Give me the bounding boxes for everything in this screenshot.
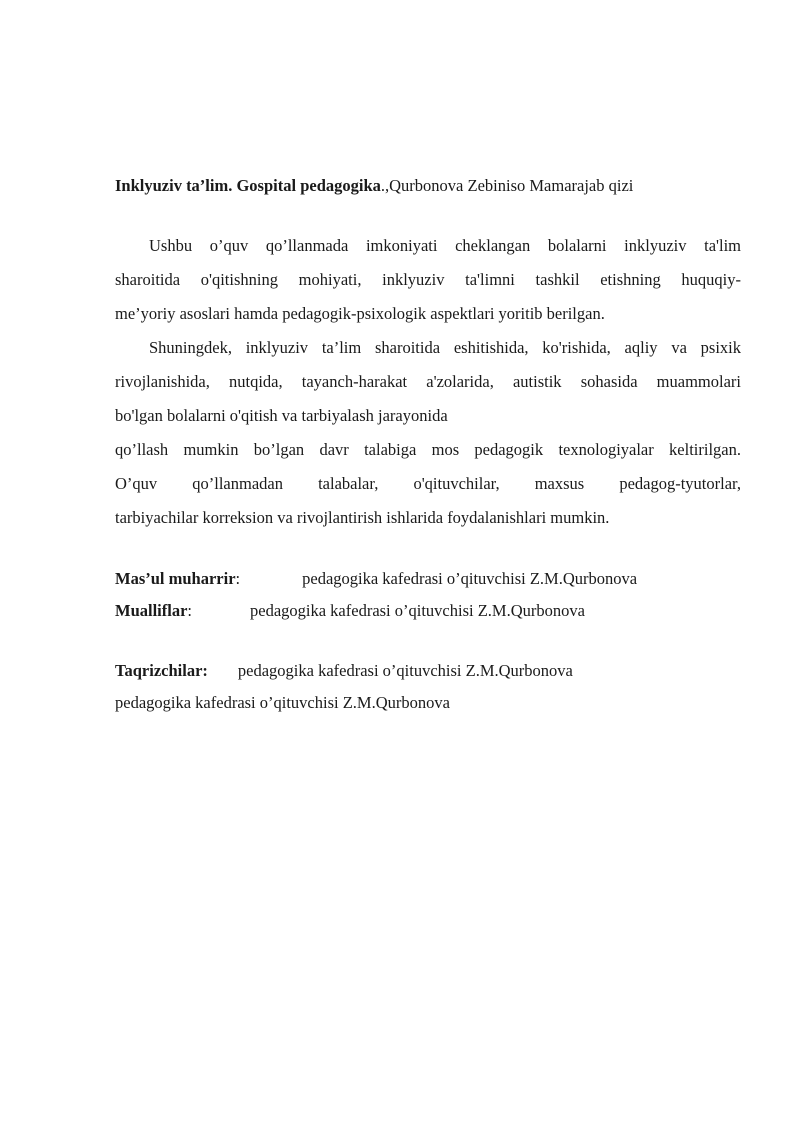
editor-label: Mas’ul muharrir — [115, 569, 236, 588]
paragraph-audience — [115, 433, 741, 535]
paragraph-description — [115, 229, 741, 331]
credit-reviewers — [115, 655, 741, 687]
paragraph-line: Shuningdek, inklyuziv ta’lim sharoitida eshitishida, ko'rishida, aqliy va psixik — [149, 338, 741, 357]
paragraph-line: Ushbu o’quv qo’llanmada imkoniyati cheklangan bolalarni inklyuziv ta'lim — [149, 236, 741, 255]
authors-label: Mualliflar — [115, 601, 188, 620]
reviewers-label: Taqrizchilar: — [115, 661, 208, 680]
reviewers-value: pedagogika kafedrasi o’qituvchisi Z.M.Qurbonova — [115, 693, 450, 712]
paragraph-line: qo’llash mumkin bo’lgan davr talabiga mos pedagogik texnologiyalar keltirilgan. — [115, 440, 741, 459]
paragraph-line: O’quv qo’llanmadan talabalar, o'qituvchilar, maxsus pedagog-tyutorlar, — [115, 474, 741, 493]
spacer — [115, 535, 741, 563]
document-title — [115, 172, 741, 200]
credit-editor — [115, 563, 741, 595]
reviewers-value: pedagogika kafedrasi o’qituvchisi Z.M.Qurbonova — [237, 661, 573, 680]
paragraph-line: sharoitida o'qitishning mohiyati, inklyuziv ta'limni tashkil etishning huquqiy- — [115, 270, 741, 289]
spacer — [115, 200, 741, 229]
spacer — [115, 627, 741, 655]
title-authors: .,Qurbonova Zebiniso Mamarajab qizi — [380, 176, 634, 195]
paragraph-line: rivojlanishida, nutqida, tayanch-harakat a'zolarida, autistik sohasida muammolari — [115, 372, 741, 391]
paragraph-line: bo'lgan bolalarni o'qitish va tarbiyalash jarayonida — [115, 406, 448, 425]
editor-value: pedagogika kafedrasi o’qituvchisi Z.M.Qurbonova — [302, 569, 638, 588]
credit-authors — [115, 595, 741, 627]
paragraph-scope — [115, 331, 741, 433]
authors-colon: : — [187, 601, 192, 620]
title-bold: Inklyuziv ta’lim. Gospital pedagogika — [115, 176, 381, 195]
paragraph-line: tarbiyachilar korreksion va rivojlantirish ishlarida foydalanishlari mumkin. — [115, 508, 610, 527]
document-content — [115, 172, 741, 719]
authors-value: pedagogika kafedrasi o’qituvchisi Z.M.Qurbonova — [250, 601, 585, 620]
paragraph-line: me’yoriy asoslari hamda pedagogik-psixologik aspektlari yoritib berilgan. — [115, 304, 605, 323]
credit-reviewers-second — [115, 687, 741, 719]
editor-colon: : — [235, 569, 241, 588]
